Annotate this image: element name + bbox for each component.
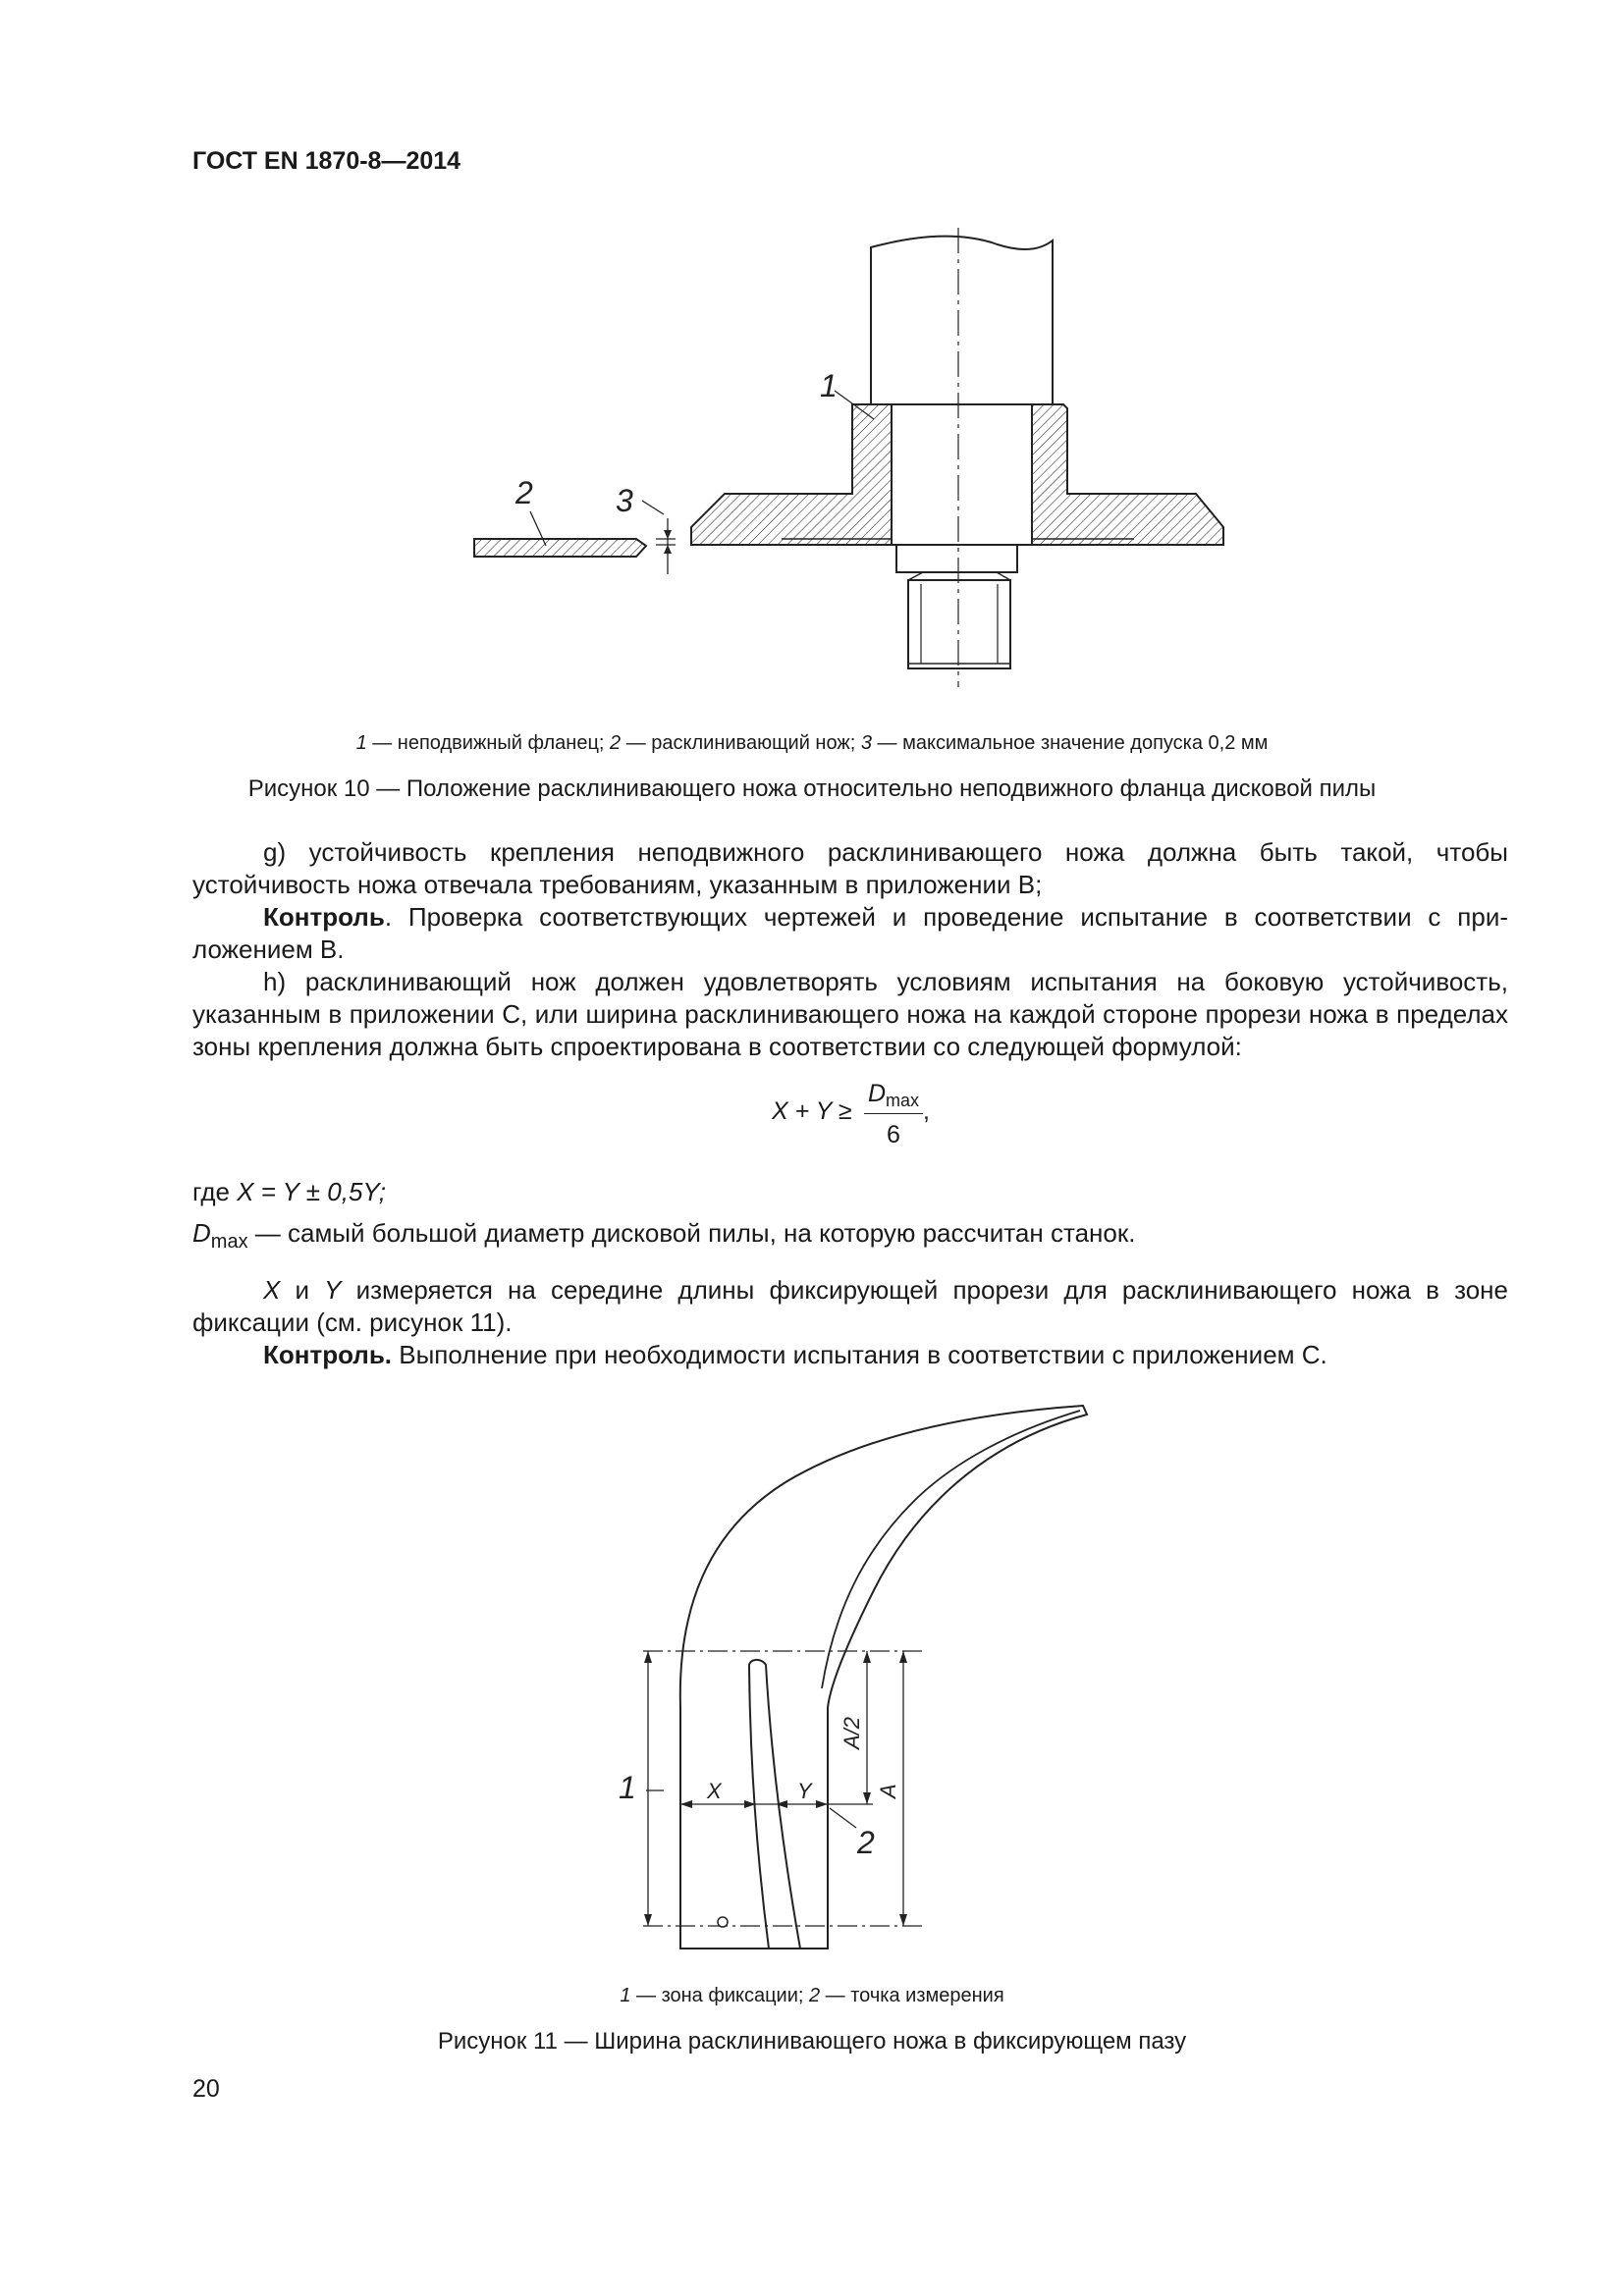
para-dmax: $D_{max}$ — самый большой диаметр дисковой пилы, на которую рассчитан станок. xyxy=(192,1218,1136,1253)
formula-tail: , xyxy=(923,1097,930,1125)
fig11-label-y: Y xyxy=(797,1779,812,1803)
fig10-label-3: 3 xyxy=(616,483,633,518)
formula-denominator: 6 xyxy=(887,1121,900,1148)
fig11-label-a-half: A/2 xyxy=(839,1716,864,1749)
fig11-label-x: X xyxy=(707,1779,722,1803)
fig10-label-2: 2 xyxy=(515,475,533,510)
fig11-label-2: 2 xyxy=(857,1825,875,1860)
para-control1-line1: Контроль. Проверка соответствующих чертежей и проведение испытание в соответствии с при- xyxy=(263,902,1508,932)
fig11-label-1: 1 xyxy=(619,1770,636,1805)
figure-11-legend: 1 — зона фиксации; 2 — точка измерения xyxy=(620,1985,1004,2006)
formula-numerator: $D_{max}$ xyxy=(867,1080,920,1110)
para-h: h) расклинивающий нож должен удовлетворять условиям испытания на боковую устойчивость, указанным в приложении С, или ширина расклинивающего ножа на каждой стороне прорези ножа в пределах зоны крепления должна быть спроектирована в соответствии со следующей формулой: xyxy=(192,967,1508,1061)
figure-10-legend: 1 — неподвижный фланец; 2 — расклинивающий нож; 3 — максимальное значение допуска 0,2 мм xyxy=(355,732,1269,754)
para-xy: X и Y измеряется на середине длины фиксирующей прорези для расклинивающего ножа в зоне фиксации (см. рисунок 11). xyxy=(192,1275,1508,1337)
para-g-line2: устойчивость ножа отвечала требованиям, указанным в приложении В; xyxy=(192,870,1043,899)
para-g-line1: g) устойчивость крепления неподвижного расклинивающего ножа должна быть такой, чтобы xyxy=(263,837,1508,867)
figure-10-caption: Рисунок 10 — Положение расклинивающего ножа относительно неподвижного фланца дисковой пилы xyxy=(247,775,1377,802)
page-number: 20 xyxy=(192,2075,220,2103)
fig10-label-1: 1 xyxy=(820,368,838,403)
para-control1-line2: ложением В. xyxy=(192,934,345,964)
figure-11-caption: Рисунок 11 — Ширина расклинивающего ножа в фиксирующем пазу xyxy=(437,2028,1187,2055)
formula-lhs: X + Y ≥ xyxy=(772,1097,852,1125)
document-header: ГОСТ EN 1870-8—2014 xyxy=(192,147,461,175)
para-control2: Контроль. Выполнение при необходимости испытания в соответствии с приложением С. xyxy=(263,1340,1327,1369)
para-where: где X = Y ± 0,5Y; xyxy=(192,1177,387,1206)
fig11-label-a: A xyxy=(876,1784,900,1798)
